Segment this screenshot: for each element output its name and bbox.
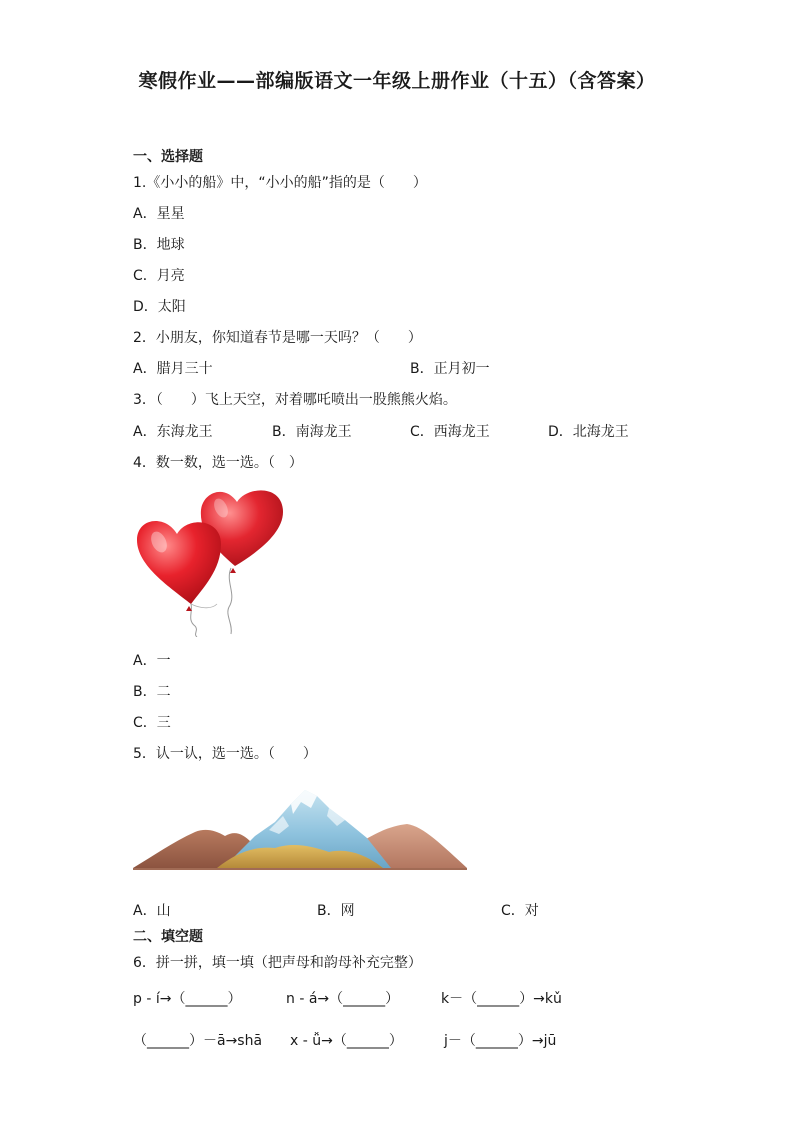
question-4: 4．数一数，选一选。（ ） (133, 455, 303, 471)
q1-option-a: A．星星 (133, 206, 185, 222)
q2-option-b: B．正月初一 (410, 361, 490, 377)
q6-item-2: n - á→（______） (286, 991, 400, 1007)
mountain-image (133, 786, 468, 870)
q3-option-c: C．西海龙王 (410, 424, 490, 440)
q2-option-a: A．腊月三十 (133, 361, 213, 377)
q6-item-6: j－（______）→jū (444, 1033, 557, 1049)
q1-option-c: C．月亮 (133, 268, 185, 284)
q4-option-b: B．二 (133, 684, 171, 700)
heart-balloons-image (133, 482, 293, 637)
q6-item-4: （______）－ā→shā (133, 1033, 263, 1049)
question-6: 6．拼一拼，填一填（把声母和韵母补充完整） (133, 955, 422, 971)
q6-item-3: k－（______）→kǔ (441, 991, 562, 1007)
q4-option-c: C．三 (133, 715, 171, 731)
question-2: 2．小朋友，你知道春节是哪一天吗？（ ） (133, 330, 422, 346)
q4-option-a: A．一 (133, 653, 171, 669)
q5-option-b: B．网 (317, 903, 355, 919)
q6-item-1: p - í→（______） (133, 991, 242, 1007)
q3-option-a: A．东海龙王 (133, 424, 213, 440)
q5-option-c: C．对 (501, 903, 539, 919)
question-3: 3．（ ）飞上天空，对着哪吒喷出一股熊熊火焰。 (133, 392, 457, 408)
q5-option-a: A．山 (133, 903, 171, 919)
section-choice: 一、选择题 (133, 149, 203, 165)
q3-option-b: B．南海龙王 (272, 424, 352, 440)
q6-item-5: x - ǚ→（______） (290, 1033, 403, 1049)
q3-option-d: D．北海龙王 (548, 424, 629, 440)
question-1: 1.《小小的船》中，“小小的船”指的是（ ） (133, 175, 427, 191)
section-fill-blank: 二、填空题 (133, 929, 203, 945)
page-title: 寒假作业——部编版语文一年级上册作业（十五）（含答案） (138, 70, 656, 92)
question-5: 5．认一认，选一选。（ ） (133, 746, 317, 762)
q1-option-d: D．太阳 (133, 299, 186, 315)
q1-option-b: B．地球 (133, 237, 185, 253)
